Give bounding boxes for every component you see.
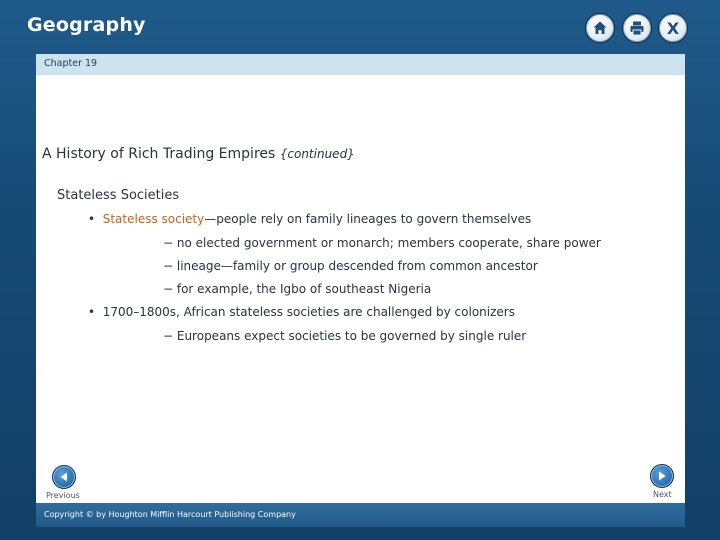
slide-title	[42, 146, 355, 162]
key-term: Stateless society	[102, 212, 205, 226]
list-item	[88, 305, 515, 319]
bullet-marker: •	[88, 305, 103, 319]
next-label: Next	[653, 490, 672, 499]
home-button[interactable]	[585, 13, 615, 43]
slide-title-suffix: {continued}	[279, 147, 355, 161]
close-button[interactable]	[658, 13, 688, 43]
section-title: Stateless Societies	[57, 188, 180, 203]
chapter-bar	[36, 54, 685, 75]
list-item	[88, 212, 531, 226]
chapter-label: Chapter 19	[44, 58, 98, 69]
sub-list-item: − no elected government or monarch; members cooperate, share power	[163, 236, 601, 250]
print-button[interactable]	[622, 13, 652, 43]
printer-icon	[629, 20, 645, 36]
list-item-text: 1700–1800s, African stateless societies are challenged by colonizers	[102, 305, 515, 319]
app-title: Geography	[27, 14, 146, 36]
home-icon	[592, 20, 608, 36]
arrow-left-icon	[58, 471, 70, 483]
previous-button[interactable]	[52, 465, 76, 489]
previous-label: Previous	[46, 491, 80, 500]
slide-title-text: A History of Rich Trading Empires	[42, 146, 276, 162]
footer-bar	[36, 503, 685, 527]
close-icon: X	[666, 18, 680, 38]
sub-list-item: − Europeans expect societies to be governed by single ruler	[163, 329, 527, 343]
sub-list-item: − for example, the Igbo of southeast Nigeria	[163, 282, 432, 296]
next-button[interactable]	[650, 464, 674, 488]
slide-content	[36, 75, 685, 503]
copyright-text: Copyright © by Houghton Mifflin Harcourt Publishing Company	[44, 510, 296, 519]
bullet-marker: •	[88, 212, 103, 226]
list-item-text: —people rely on family lineages to govern themselves	[204, 212, 532, 226]
sub-list-item: − lineage—family or group descended from common ancestor	[163, 259, 538, 273]
arrow-right-icon	[656, 470, 668, 482]
